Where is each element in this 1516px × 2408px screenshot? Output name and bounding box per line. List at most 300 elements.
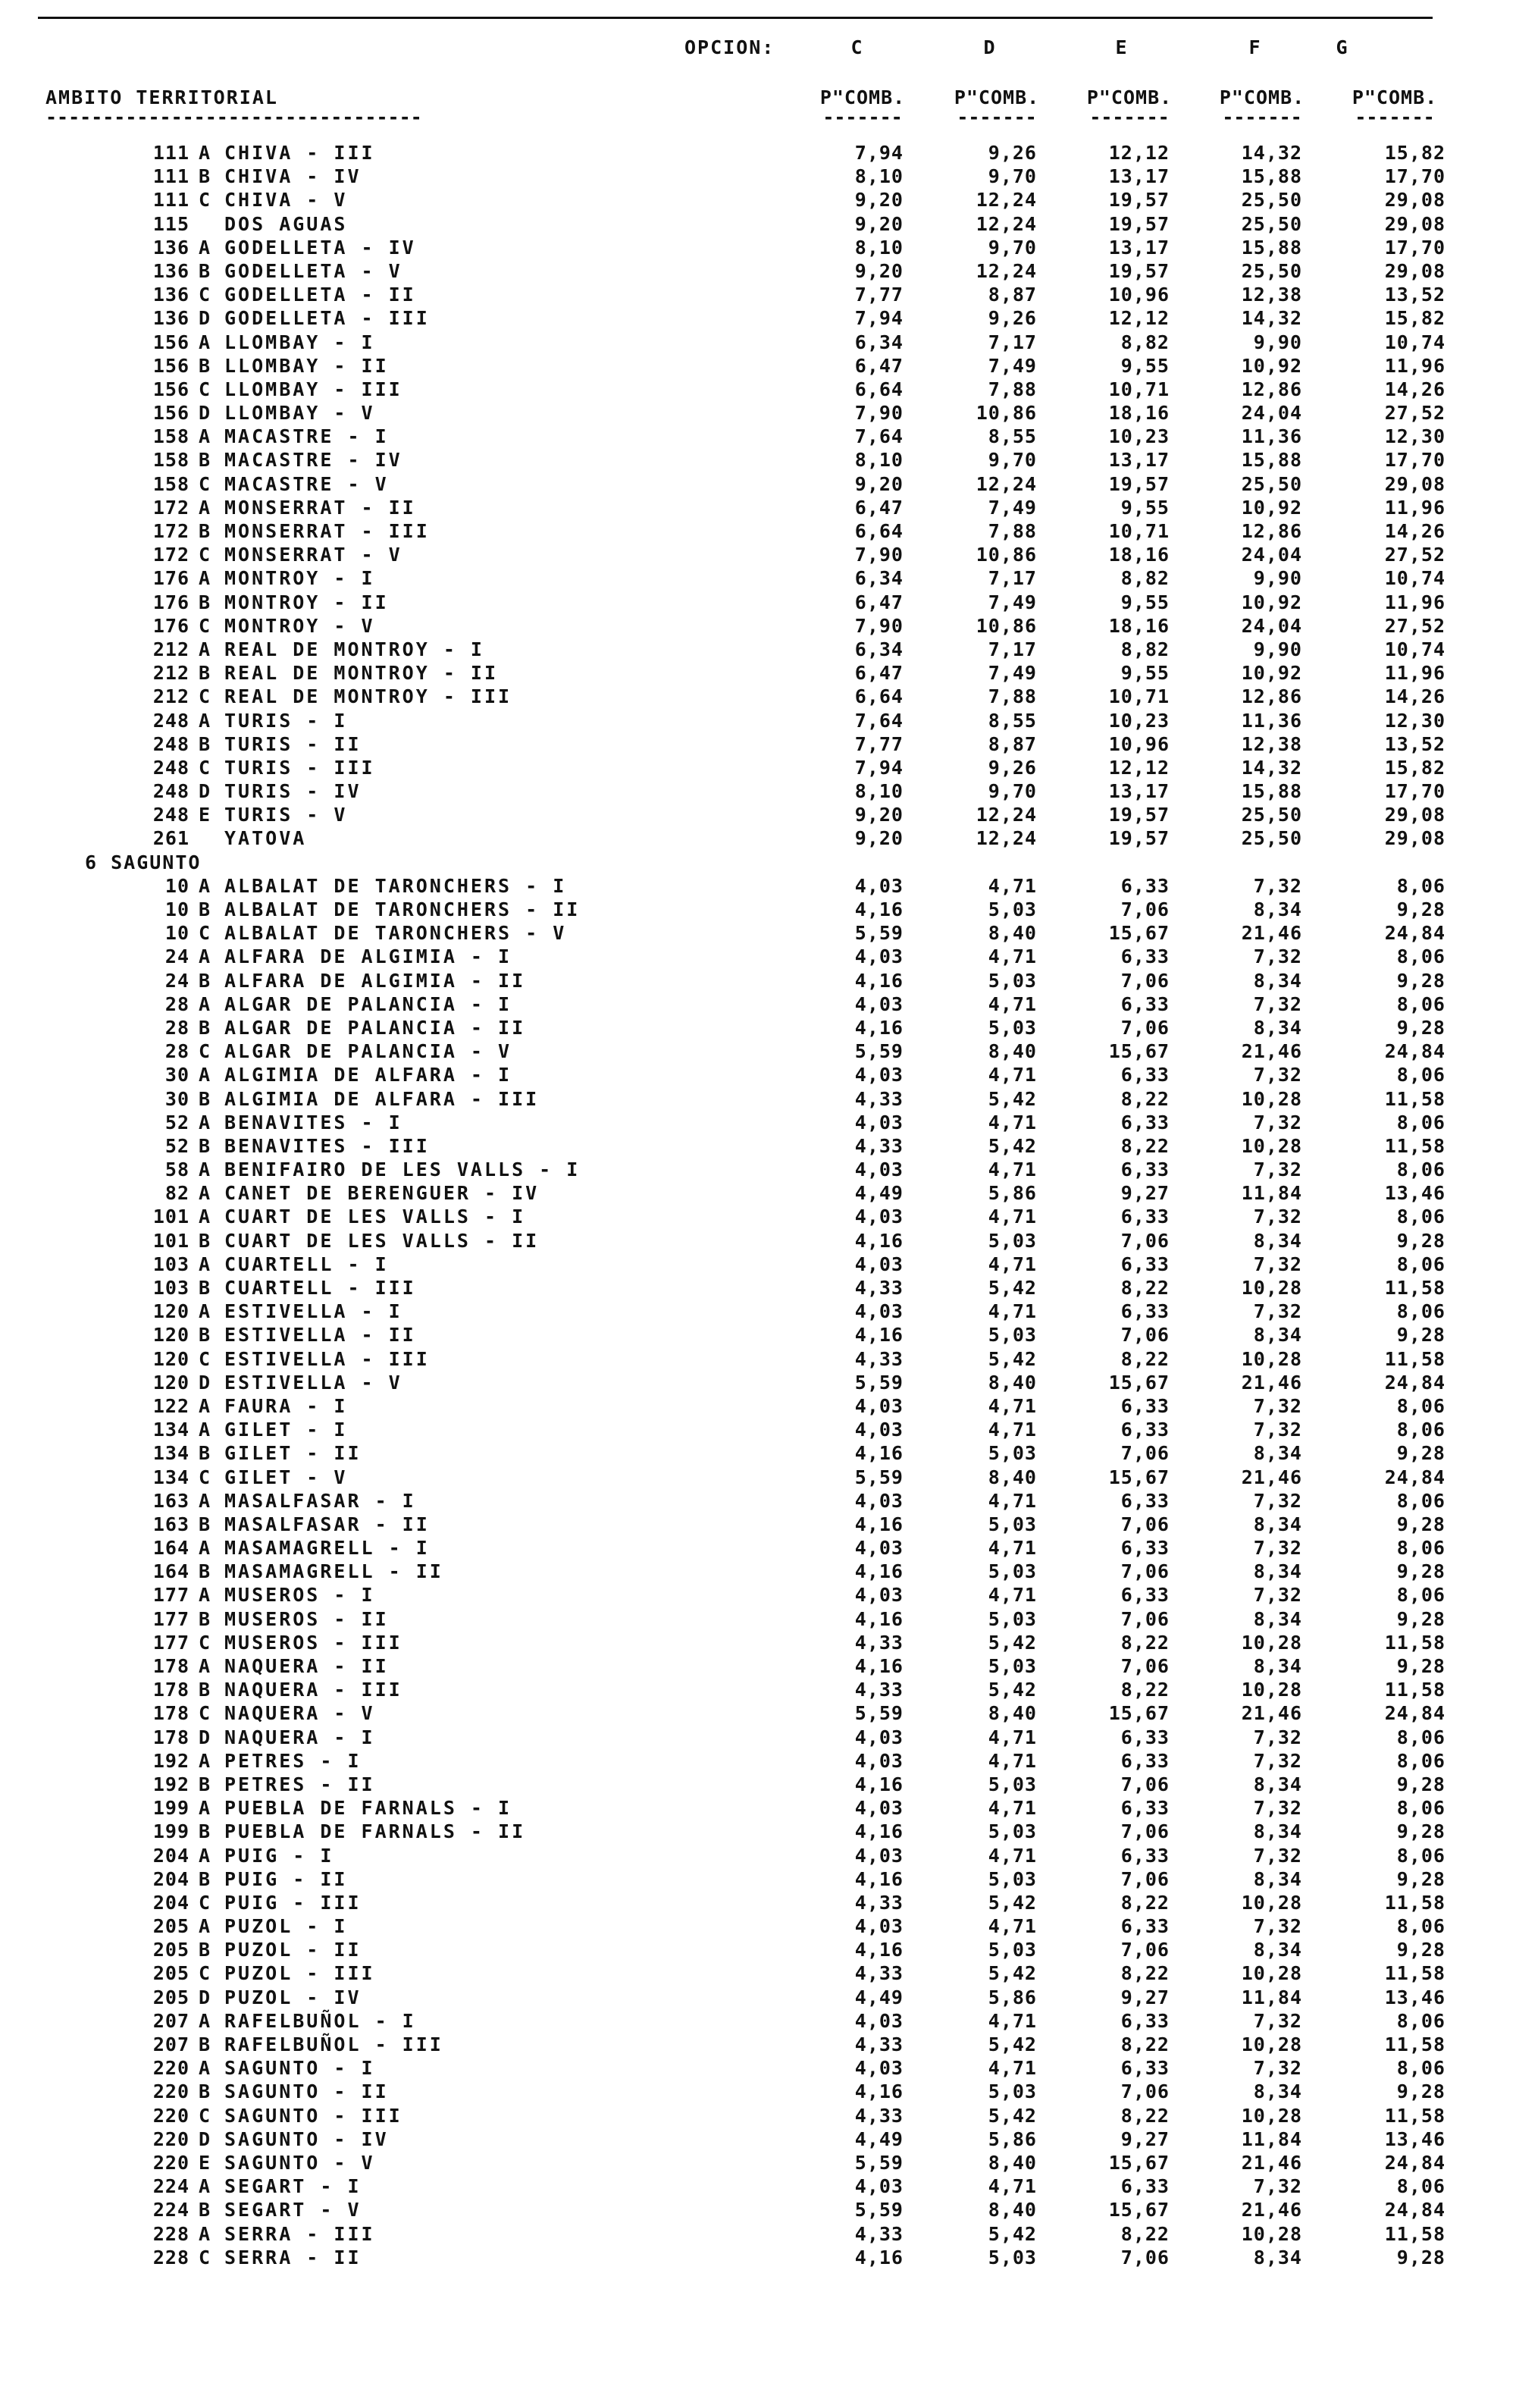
row-code: 177	[152, 1607, 190, 1630]
row-value-e: 13,17	[1108, 780, 1170, 803]
ambito-territorial-title: AMBITO TERRITORIAL	[45, 86, 278, 108]
row-subcode: A	[199, 638, 211, 660]
row-value-c: 4,16	[854, 1229, 904, 1252]
row-value-d: 7,17	[988, 638, 1037, 660]
row-code: 163	[152, 1513, 190, 1535]
table-row	[0, 1844, 1516, 1867]
row-code: 156	[152, 378, 190, 400]
row-value-d: 4,71	[988, 1159, 1037, 1181]
row-value-d: 5,03	[988, 969, 1037, 992]
row-value-g: 8,06	[1396, 1206, 1446, 1228]
table-row	[0, 236, 1516, 259]
row-value-d: 4,71	[988, 1253, 1037, 1275]
table-row	[0, 1111, 1516, 1134]
row-value-g: 9,28	[1396, 1016, 1446, 1039]
row-subcode: E	[199, 804, 211, 826]
group-heading-row	[0, 851, 1516, 874]
row-value-d: 5,42	[988, 1087, 1037, 1110]
row-code: 158	[152, 472, 190, 495]
row-value-g: 11,58	[1384, 2104, 1446, 2127]
row-value-f: 21,46	[1241, 1371, 1302, 1394]
row-code: 178	[152, 1726, 190, 1748]
row-name: ALBALAT DE TARONCHERS - V	[224, 922, 567, 945]
row-value-c: 4,03	[854, 1797, 904, 1820]
row-value-d: 9,70	[988, 449, 1037, 472]
row-subcode: B	[199, 259, 211, 282]
table-row	[0, 1253, 1516, 1276]
row-code: 163	[152, 1489, 190, 1512]
row-value-c: 4,16	[854, 1820, 904, 1843]
row-name: ALFARA DE ALGIMIA - II	[224, 969, 526, 992]
row-value-e: 7,06	[1120, 1324, 1170, 1347]
row-value-c: 8,10	[854, 236, 904, 259]
row-subcode: C	[199, 1347, 211, 1370]
row-name: PETRES - I	[224, 1749, 362, 1772]
table-row	[0, 1371, 1516, 1394]
row-name: CHIVA - V	[224, 189, 348, 212]
row-value-d: 12,24	[976, 827, 1037, 850]
row-name: NAQUERA - III	[224, 1679, 402, 1701]
row-subcode: B	[199, 662, 211, 685]
row-name: ALGAR DE PALANCIA - I	[224, 992, 512, 1015]
row-value-e: 18,16	[1108, 544, 1170, 566]
row-name: PUZOL - IV	[224, 1986, 362, 2008]
row-value-e: 8,22	[1120, 1962, 1170, 1985]
row-value-f: 10,92	[1241, 354, 1302, 377]
row-name: ESTIVELLA - II	[224, 1324, 416, 1347]
row-name: ESTIVELLA - III	[224, 1347, 430, 1370]
row-value-f: 7,32	[1253, 992, 1302, 1015]
row-value-c: 5,59	[854, 2151, 904, 2174]
row-value-g: 9,28	[1396, 1607, 1446, 1630]
row-value-d: 5,86	[988, 1986, 1037, 2008]
row-subcode: A	[199, 1537, 211, 1560]
row-subcode: B	[199, 1324, 211, 1347]
row-code: 164	[152, 1560, 190, 1583]
row-value-c: 4,16	[854, 1560, 904, 1583]
table-row	[0, 1654, 1516, 1678]
row-value-c: 4,33	[854, 1679, 904, 1701]
row-value-f: 12,86	[1241, 685, 1302, 708]
table-row	[0, 566, 1516, 590]
row-value-f: 7,32	[1253, 1489, 1302, 1512]
row-value-c: 4,33	[854, 1347, 904, 1370]
row-name: REAL DE MONTROY - III	[224, 685, 512, 708]
row-code: 172	[152, 544, 190, 566]
row-value-d: 7,49	[988, 354, 1037, 377]
row-value-e: 7,06	[1120, 898, 1170, 920]
row-code: 212	[152, 638, 190, 660]
row-value-f: 8,34	[1253, 1607, 1302, 1630]
row-name: MUSEROS - I	[224, 1584, 375, 1607]
row-value-d: 5,03	[988, 1867, 1037, 1890]
row-value-e: 6,33	[1120, 945, 1170, 968]
row-value-d: 8,40	[988, 1466, 1037, 1488]
row-code: 52	[164, 1111, 190, 1133]
row-code: 158	[152, 425, 190, 448]
row-subcode: A	[199, 2009, 211, 2032]
row-value-f: 15,88	[1241, 165, 1302, 188]
option-e-label: E	[1115, 36, 1129, 58]
table-row	[0, 1867, 1516, 1891]
row-subcode: B	[199, 2033, 211, 2055]
row-value-c: 4,03	[854, 1064, 904, 1086]
row-value-d: 7,17	[988, 567, 1037, 590]
row-code: 207	[152, 2009, 190, 2032]
row-value-g: 8,06	[1396, 2057, 1446, 2080]
row-value-e: 7,06	[1120, 1560, 1170, 1583]
row-value-g: 8,06	[1396, 992, 1446, 1015]
row-value-e: 19,57	[1108, 827, 1170, 850]
row-subcode: B	[199, 1229, 211, 1252]
row-value-g: 8,06	[1396, 1111, 1446, 1133]
row-value-d: 4,71	[988, 1394, 1037, 1417]
table-row	[0, 354, 1516, 378]
row-value-e: 9,27	[1120, 2127, 1170, 2150]
row-value-c: 9,20	[854, 472, 904, 495]
row-value-c: 4,33	[854, 1962, 904, 1985]
row-name: MACASTRE - IV	[224, 449, 402, 472]
row-name: MONSERRAT - III	[224, 520, 430, 542]
row-value-c: 4,03	[854, 1537, 904, 1560]
row-value-c: 6,47	[854, 496, 904, 519]
row-value-f: 10,28	[1241, 1087, 1302, 1110]
table-row	[0, 472, 1516, 496]
table-row	[0, 306, 1516, 330]
row-subcode: B	[199, 354, 211, 377]
row-name: SAGUNTO - I	[224, 2057, 375, 2080]
row-value-f: 8,34	[1253, 1820, 1302, 1843]
row-value-c: 6,34	[854, 638, 904, 660]
table-row	[0, 1820, 1516, 1843]
row-value-d: 5,42	[988, 1679, 1037, 1701]
row-value-f: 8,34	[1253, 1016, 1302, 1039]
row-value-d: 4,71	[988, 1064, 1037, 1086]
row-value-e: 9,27	[1120, 1182, 1170, 1205]
row-value-c: 7,77	[854, 284, 904, 306]
row-value-d: 7,88	[988, 685, 1037, 708]
row-code: 103	[152, 1277, 190, 1299]
row-value-d: 5,03	[988, 1560, 1037, 1583]
row-value-g: 24,84	[1384, 1702, 1446, 1725]
row-code: 164	[152, 1537, 190, 1560]
row-subcode: C	[199, 378, 211, 400]
row-value-g: 24,84	[1384, 1371, 1446, 1394]
row-subcode: C	[199, 2104, 211, 2127]
row-value-e: 18,16	[1108, 402, 1170, 425]
row-code: 24	[164, 969, 190, 992]
row-value-c: 9,20	[854, 827, 904, 850]
row-name: MONSERRAT - II	[224, 496, 416, 519]
column-rule-f: -------	[1222, 106, 1302, 128]
row-value-g: 9,28	[1396, 1773, 1446, 1795]
row-value-g: 17,70	[1384, 449, 1446, 472]
table-row	[0, 1300, 1516, 1323]
row-value-f: 21,46	[1241, 1040, 1302, 1063]
row-value-f: 7,32	[1253, 2009, 1302, 2032]
row-code: 199	[152, 1820, 190, 1843]
row-value-g: 11,96	[1384, 591, 1446, 613]
row-value-f: 25,50	[1241, 259, 1302, 282]
row-value-c: 6,64	[854, 685, 904, 708]
row-value-d: 8,40	[988, 2199, 1037, 2221]
row-value-g: 13,46	[1384, 2127, 1446, 2150]
table-row	[0, 2009, 1516, 2033]
row-subcode: A	[199, 992, 211, 1015]
table-row	[0, 1016, 1516, 1039]
group-heading: 6 SAGUNTO	[85, 851, 202, 873]
row-value-d: 5,86	[988, 2127, 1037, 2150]
row-value-d: 8,87	[988, 732, 1037, 755]
row-value-d: 9,26	[988, 142, 1037, 164]
row-value-f: 10,28	[1241, 1962, 1302, 1985]
row-value-e: 9,55	[1120, 662, 1170, 685]
row-subcode: B	[199, 1679, 211, 1701]
row-value-e: 8,22	[1120, 1347, 1170, 1370]
row-subcode: C	[199, 756, 211, 779]
row-value-c: 4,03	[854, 1489, 904, 1512]
row-value-d: 7,49	[988, 496, 1037, 519]
table-row	[0, 1158, 1516, 1181]
row-name: GODELLETA - II	[224, 284, 416, 306]
row-value-d: 12,24	[976, 472, 1037, 495]
row-name: GODELLETA - V	[224, 259, 402, 282]
row-value-e: 6,33	[1120, 1159, 1170, 1181]
row-value-g: 29,08	[1384, 259, 1446, 282]
table-row	[0, 826, 1516, 850]
row-value-e: 7,06	[1120, 1773, 1170, 1795]
column-rule-c: -------	[822, 106, 903, 128]
row-code: 172	[152, 520, 190, 542]
row-value-d: 12,24	[976, 259, 1037, 282]
row-value-g: 11,58	[1384, 2222, 1446, 2245]
row-value-f: 24,04	[1241, 614, 1302, 637]
row-value-d: 5,42	[988, 1277, 1037, 1299]
row-value-d: 12,24	[976, 804, 1037, 826]
row-code: 30	[164, 1064, 190, 1086]
row-subcode: D	[199, 780, 211, 803]
row-name: ALGIMIA DE ALFARA - III	[224, 1087, 540, 1110]
row-subcode: B	[199, 1442, 211, 1465]
row-value-f: 7,32	[1253, 1394, 1302, 1417]
row-value-g: 13,52	[1384, 732, 1446, 755]
row-value-d: 8,40	[988, 1702, 1037, 1725]
row-subcode: B	[199, 732, 211, 755]
row-value-g: 15,82	[1384, 142, 1446, 164]
row-value-e: 7,06	[1120, 1655, 1170, 1677]
row-value-e: 6,33	[1120, 1419, 1170, 1441]
row-name: CANET DE BERENGUER - IV	[224, 1182, 540, 1205]
row-value-d: 5,42	[988, 1347, 1037, 1370]
row-value-f: 7,32	[1253, 1726, 1302, 1748]
row-subcode: A	[199, 331, 211, 353]
row-value-f: 10,92	[1241, 662, 1302, 685]
row-value-g: 8,06	[1396, 1537, 1446, 1560]
row-value-f: 9,90	[1253, 331, 1302, 353]
row-value-e: 6,33	[1120, 1797, 1170, 1820]
row-value-e: 8,22	[1120, 2104, 1170, 2127]
table-row	[0, 2198, 1516, 2221]
row-value-d: 4,71	[988, 2057, 1037, 2080]
row-value-c: 6,47	[854, 354, 904, 377]
row-name: GILET - II	[224, 1442, 362, 1465]
row-value-e: 7,06	[1120, 1229, 1170, 1252]
row-name: RAFELBUÑOL - III	[224, 2033, 443, 2055]
row-value-c: 9,20	[854, 259, 904, 282]
row-value-e: 6,33	[1120, 2009, 1170, 2032]
row-value-f: 11,84	[1241, 2127, 1302, 2150]
row-value-g: 9,28	[1396, 898, 1446, 920]
row-value-f: 25,50	[1241, 189, 1302, 212]
row-code: 220	[152, 2104, 190, 2127]
table-row	[0, 2222, 1516, 2246]
row-value-c: 5,59	[854, 1466, 904, 1488]
row-code: 10	[164, 898, 190, 920]
row-value-c: 4,16	[854, 969, 904, 992]
row-value-e: 10,71	[1108, 378, 1170, 400]
table-row	[0, 661, 1516, 685]
row-value-g: 9,28	[1396, 1513, 1446, 1535]
row-value-f: 12,86	[1241, 520, 1302, 542]
table-row	[0, 496, 1516, 519]
row-value-g: 9,28	[1396, 1655, 1446, 1677]
table-row	[0, 1418, 1516, 1441]
row-value-e: 10,71	[1108, 685, 1170, 708]
option-d-label: D	[983, 36, 997, 58]
row-subcode: A	[199, 1844, 211, 1867]
row-value-d: 5,03	[988, 1513, 1037, 1535]
row-name: CUARTELL - I	[224, 1253, 389, 1275]
row-value-e: 8,82	[1120, 638, 1170, 660]
row-subcode: C	[199, 1891, 211, 1914]
row-value-f: 10,28	[1241, 2104, 1302, 2127]
row-value-g: 9,28	[1396, 2246, 1446, 2268]
row-value-e: 7,06	[1120, 2246, 1170, 2268]
row-value-c: 4,16	[854, 898, 904, 920]
row-value-e: 15,67	[1108, 2199, 1170, 2221]
table-row	[0, 378, 1516, 401]
table-row	[0, 212, 1516, 236]
row-value-e: 6,33	[1120, 1915, 1170, 1938]
row-value-e: 7,06	[1120, 969, 1170, 992]
row-subcode: B	[199, 1134, 211, 1157]
row-value-f: 10,28	[1241, 1891, 1302, 1914]
row-subcode: B	[199, 449, 211, 472]
row-subcode: D	[199, 402, 211, 425]
row-code: 158	[152, 449, 190, 472]
row-code: 120	[152, 1371, 190, 1394]
row-value-g: 8,06	[1396, 1584, 1446, 1607]
table-row	[0, 1961, 1516, 1985]
row-value-f: 7,32	[1253, 1419, 1302, 1441]
row-value-c: 4,49	[854, 1986, 904, 2008]
row-value-d: 5,42	[988, 1631, 1037, 1654]
row-name: MONSERRAT - V	[224, 544, 402, 566]
row-name: PUIG - III	[224, 1891, 362, 1914]
row-value-f: 8,34	[1253, 1867, 1302, 1890]
row-value-e: 6,33	[1120, 992, 1170, 1015]
row-subcode: B	[199, 1773, 211, 1795]
row-name: GODELLETA - III	[224, 307, 430, 330]
row-value-e: 8,22	[1120, 1631, 1170, 1654]
row-code: 156	[152, 354, 190, 377]
row-value-e: 6,33	[1120, 1844, 1170, 1867]
row-code: 176	[152, 567, 190, 590]
row-value-c: 6,64	[854, 378, 904, 400]
row-value-c: 4,33	[854, 1891, 904, 1914]
row-value-c: 4,33	[854, 1087, 904, 1110]
column-rule-g: -------	[1355, 106, 1435, 128]
row-value-e: 6,33	[1120, 1489, 1170, 1512]
row-subcode: E	[199, 2151, 211, 2174]
row-value-d: 7,49	[988, 662, 1037, 685]
row-value-e: 7,06	[1120, 2080, 1170, 2103]
row-value-e: 15,67	[1108, 1040, 1170, 1063]
table-row	[0, 283, 1516, 306]
row-value-c: 8,10	[854, 449, 904, 472]
row-code: 205	[152, 1986, 190, 2008]
row-code: 228	[152, 2246, 190, 2268]
row-subcode: B	[199, 520, 211, 542]
row-value-f: 10,92	[1241, 496, 1302, 519]
row-name: MASALFASAR - I	[224, 1489, 416, 1512]
table-row	[0, 756, 1516, 779]
row-code: 248	[152, 804, 190, 826]
row-value-c: 7,94	[854, 142, 904, 164]
row-value-f: 7,32	[1253, 1749, 1302, 1772]
row-subcode: B	[199, 1560, 211, 1583]
row-value-e: 8,22	[1120, 1087, 1170, 1110]
table-row	[0, 2174, 1516, 2198]
row-value-g: 17,70	[1384, 236, 1446, 259]
row-value-g: 11,58	[1384, 1679, 1446, 1701]
row-value-f: 7,32	[1253, 1206, 1302, 1228]
row-value-d: 7,88	[988, 520, 1037, 542]
row-value-f: 7,32	[1253, 1253, 1302, 1275]
row-value-c: 7,94	[854, 756, 904, 779]
row-subcode: D	[199, 1371, 211, 1394]
row-subcode: C	[199, 614, 211, 637]
row-value-c: 4,49	[854, 2127, 904, 2150]
row-name: SAGUNTO - III	[224, 2104, 402, 2127]
row-value-d: 4,71	[988, 945, 1037, 968]
row-value-e: 7,06	[1120, 1016, 1170, 1039]
row-subcode: D	[199, 2127, 211, 2150]
table-row	[0, 1063, 1516, 1086]
row-code: 205	[152, 1939, 190, 1961]
row-value-c: 7,94	[854, 307, 904, 330]
row-value-c: 4,16	[854, 1016, 904, 1039]
row-value-g: 15,82	[1384, 756, 1446, 779]
column-header-g: P"COMB.	[1352, 86, 1438, 108]
row-value-g: 12,30	[1384, 425, 1446, 448]
row-subcode: C	[199, 1702, 211, 1725]
row-value-g: 8,06	[1396, 945, 1446, 968]
row-subcode: A	[199, 1915, 211, 1938]
row-value-c: 4,03	[854, 1915, 904, 1938]
row-value-f: 21,46	[1241, 922, 1302, 945]
row-value-d: 5,03	[988, 1229, 1037, 1252]
row-value-e: 6,33	[1120, 1537, 1170, 1560]
row-value-g: 14,26	[1384, 685, 1446, 708]
row-value-d: 5,03	[988, 1016, 1037, 1039]
row-name: SERRA - III	[224, 2222, 375, 2245]
row-name: FAURA - I	[224, 1394, 348, 1417]
row-code: 205	[152, 1915, 190, 1938]
row-name: SERRA - II	[224, 2246, 362, 2268]
row-value-c: 4,33	[854, 1631, 904, 1654]
row-subcode: B	[199, 1016, 211, 1039]
